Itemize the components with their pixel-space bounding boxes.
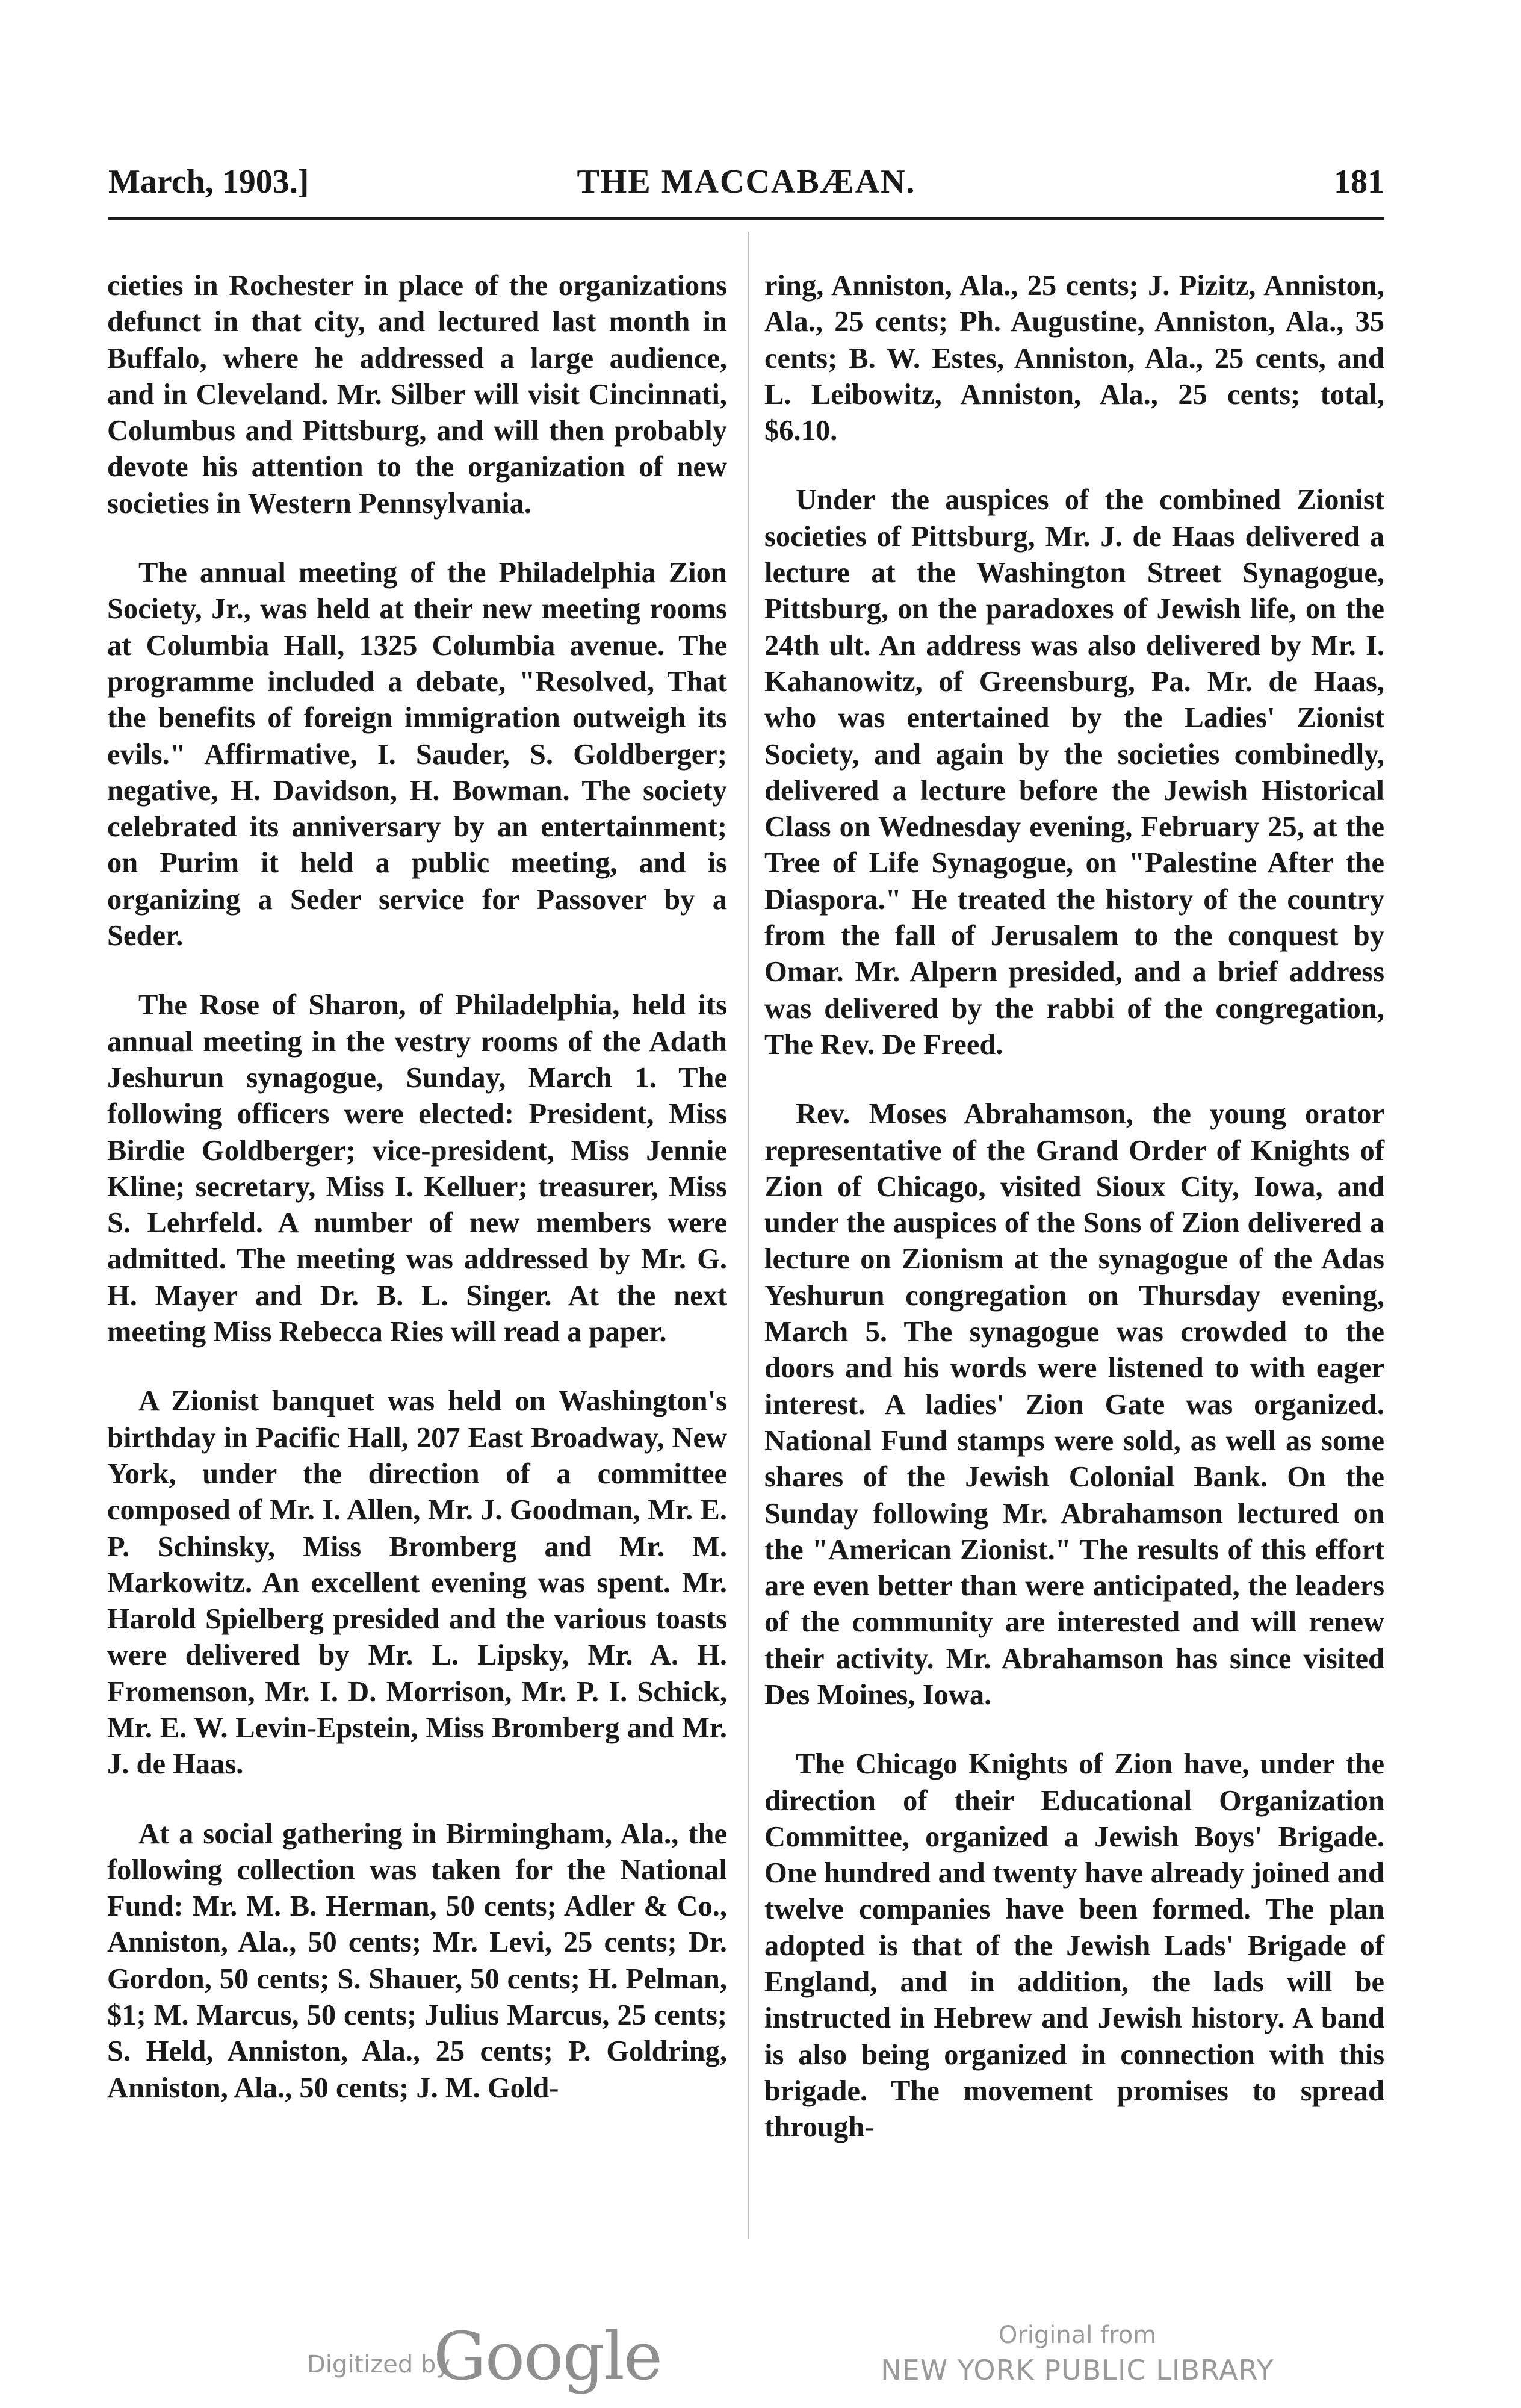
page-header bbox=[108, 163, 1384, 211]
paragraph: The annual meeting of the Philadelphia Zion Society, Jr., was held at their new meeting rooms at Columbia Hall, 1325 Columbia avenue. The programme included a debate, "Resolved, That the benefits of foreign immigration outweigh its evils." Affirmative, I. Sauder, S. Goldberger; negative, H. Davidson, H. Bowman. The society celebrated its anniversary by an entertainment; on Purim it held a public meeting, and is organizing a Seder service for Passover by a Seder. bbox=[107, 557, 727, 952]
scan-footer bbox=[0, 2306, 1521, 2408]
paragraph: The Rose of Sharon, of Philadelphia, held its annual meeting in the vestry rooms of the Adath Jeshurun synagogue, Sunday, March 1. The following officers were elected: President, Miss Birdie Goldberger; vice-president, Miss Jennie Kline; secretary, Miss I. Kelluer; treasurer, Miss S. Lehrfeld. A number of new members were admitted. The meeting was addressed by Mr. G. H. Mayer and Dr. B. L. Singer. At the next meeting Miss Rebecca Ries will read a paper. bbox=[107, 989, 727, 1348]
google-logo: Google bbox=[433, 2318, 662, 2395]
provenance bbox=[867, 2318, 1288, 2388]
digitized-by-text: Digitized by bbox=[307, 2351, 450, 2379]
page-number: 181 bbox=[1334, 163, 1384, 200]
original-from-text: Original from bbox=[998, 2321, 1157, 2349]
paragraph: ring, Anniston, Ala., 25 cents; J. Pizitz, Anniston, Ala., 25 cents; Ph. Augustine, Anniston, Ala., 35 cents; B. W. Estes, Anniston, Ala., 25 cents, and L. Leibowitz, Anniston, Ala., 25 cents; total, $6.10. bbox=[764, 270, 1384, 447]
left-column bbox=[107, 268, 727, 2106]
library-name: NEW YORK PUBLIC LIBRARY bbox=[881, 2354, 1274, 2386]
journal-title: THE MACCABÆAN. bbox=[577, 163, 916, 200]
paragraph: Under the auspices of the combined Zionist societies of Pittsburg, Mr. J. de Haas delivered a lecture at the Washington Street Synagogue, Pittsburg, on the paradoxes of Jewish life, on the 24th ult. An address was also delivered by Mr. I. Kahanowitz, of Greensburg, Pa. Mr. de Haas, who was entertained by the Ladies' Zionist Society, and again by the societies combinedly, delivered a lecture before the Jewish Historical Class on Wednesday evening, February 25, at the Tree of Life Synagogue, on "Palestine After the Diaspora." He treated the history of the country from the fall of Jerusalem to the conquest by Omar. Mr. Alpern presided, and a brief address was delivered by the rabbi of the congregation, The Rev. De Freed. bbox=[764, 484, 1384, 1061]
header-rule bbox=[108, 217, 1384, 220]
column-divider bbox=[748, 232, 749, 2239]
paragraph: At a social gathering in Birmingham, Ala., the following collection was taken for the National Fund: Mr. M. B. Herman, 50 cents; Adler & Co., Anniston, Ala., 50 cents; Mr. Levi, 25 cents; Dr. Gordon, 50 cents; S. Shauer, 50 cents; H. Pelman, $1; M. Marcus, 50 cents; Julius Marcus, 25 cents; S. Held, Anniston, Ala., 25 cents; P. Goldring, Anniston, Ala., 50 cents; J. M. Gold- bbox=[107, 1817, 727, 2104]
paragraph: cieties in Rochester in place of the organizations defunct in that city, and lectured last month in Buffalo, where he addressed a large audience, and in Cleveland. Mr. Silber will visit Cincinnati, Columbus and Pittsburg, and will then probably devote his attention to the organization of new societies in Western Pennsylvania. bbox=[107, 270, 727, 520]
right-column bbox=[764, 268, 1384, 2146]
issue-date: March, 1903.] bbox=[108, 163, 309, 200]
paragraph: Rev. Moses Abrahamson, the young orator representative of the Grand Order of Knights of Zion of Chicago, visited Sioux City, Iowa, and under the auspices of the Sons of Zion delivered a lecture on Zionism at the synagogue of the Adas Yeshurun congregation on Thursday evening, March 5. The synagogue was crowded to the doors and his words were listened to with eager interest. A ladies' Zion Gate was organized. National Fund stamps were sold, as well as some shares of the Jewish Colonial Bank. On the Sunday following Mr. Abrahamson lectured on the "American Zionist." The results of this effort are even better than were anticipated, the leaders of the community are interested and will renew their activity. Mr. Abrahamson has since visited Des Moines, Iowa. bbox=[764, 1098, 1384, 1711]
paragraph: A Zionist banquet was held on Washington's birthday in Pacific Hall, 207 East Broadway, New York, under the direction of a committee composed of Mr. I. Allen, Mr. J. Goodman, Mr. E. P. Schinsky, Miss Bromberg and Mr. M. Markowitz. An excellent evening was spent. Mr. Harold Spielberg presided and the various toasts were delivered by Mr. L. Lipsky, Mr. A. H. Fromenson, Mr. I. D. Morrison, Mr. P. I. Schick, Mr. E. W. Levin-Epstein, Miss Bromberg and Mr. J. de Haas. bbox=[107, 1385, 727, 1781]
paragraph: The Chicago Knights of Zion have, under the direction of their Educational Organization Committee, organized a Jewish Boys' Brigade. One hundred and twenty have already joined and twelve companies have been formed. The plan adopted is that of the Jewish Lads' Brigade of England, and in addition, the lads will be instructed in Hebrew and Jewish history. A band is also being organized in connection with this brigade. The movement promises to spread through- bbox=[764, 1748, 1384, 2144]
